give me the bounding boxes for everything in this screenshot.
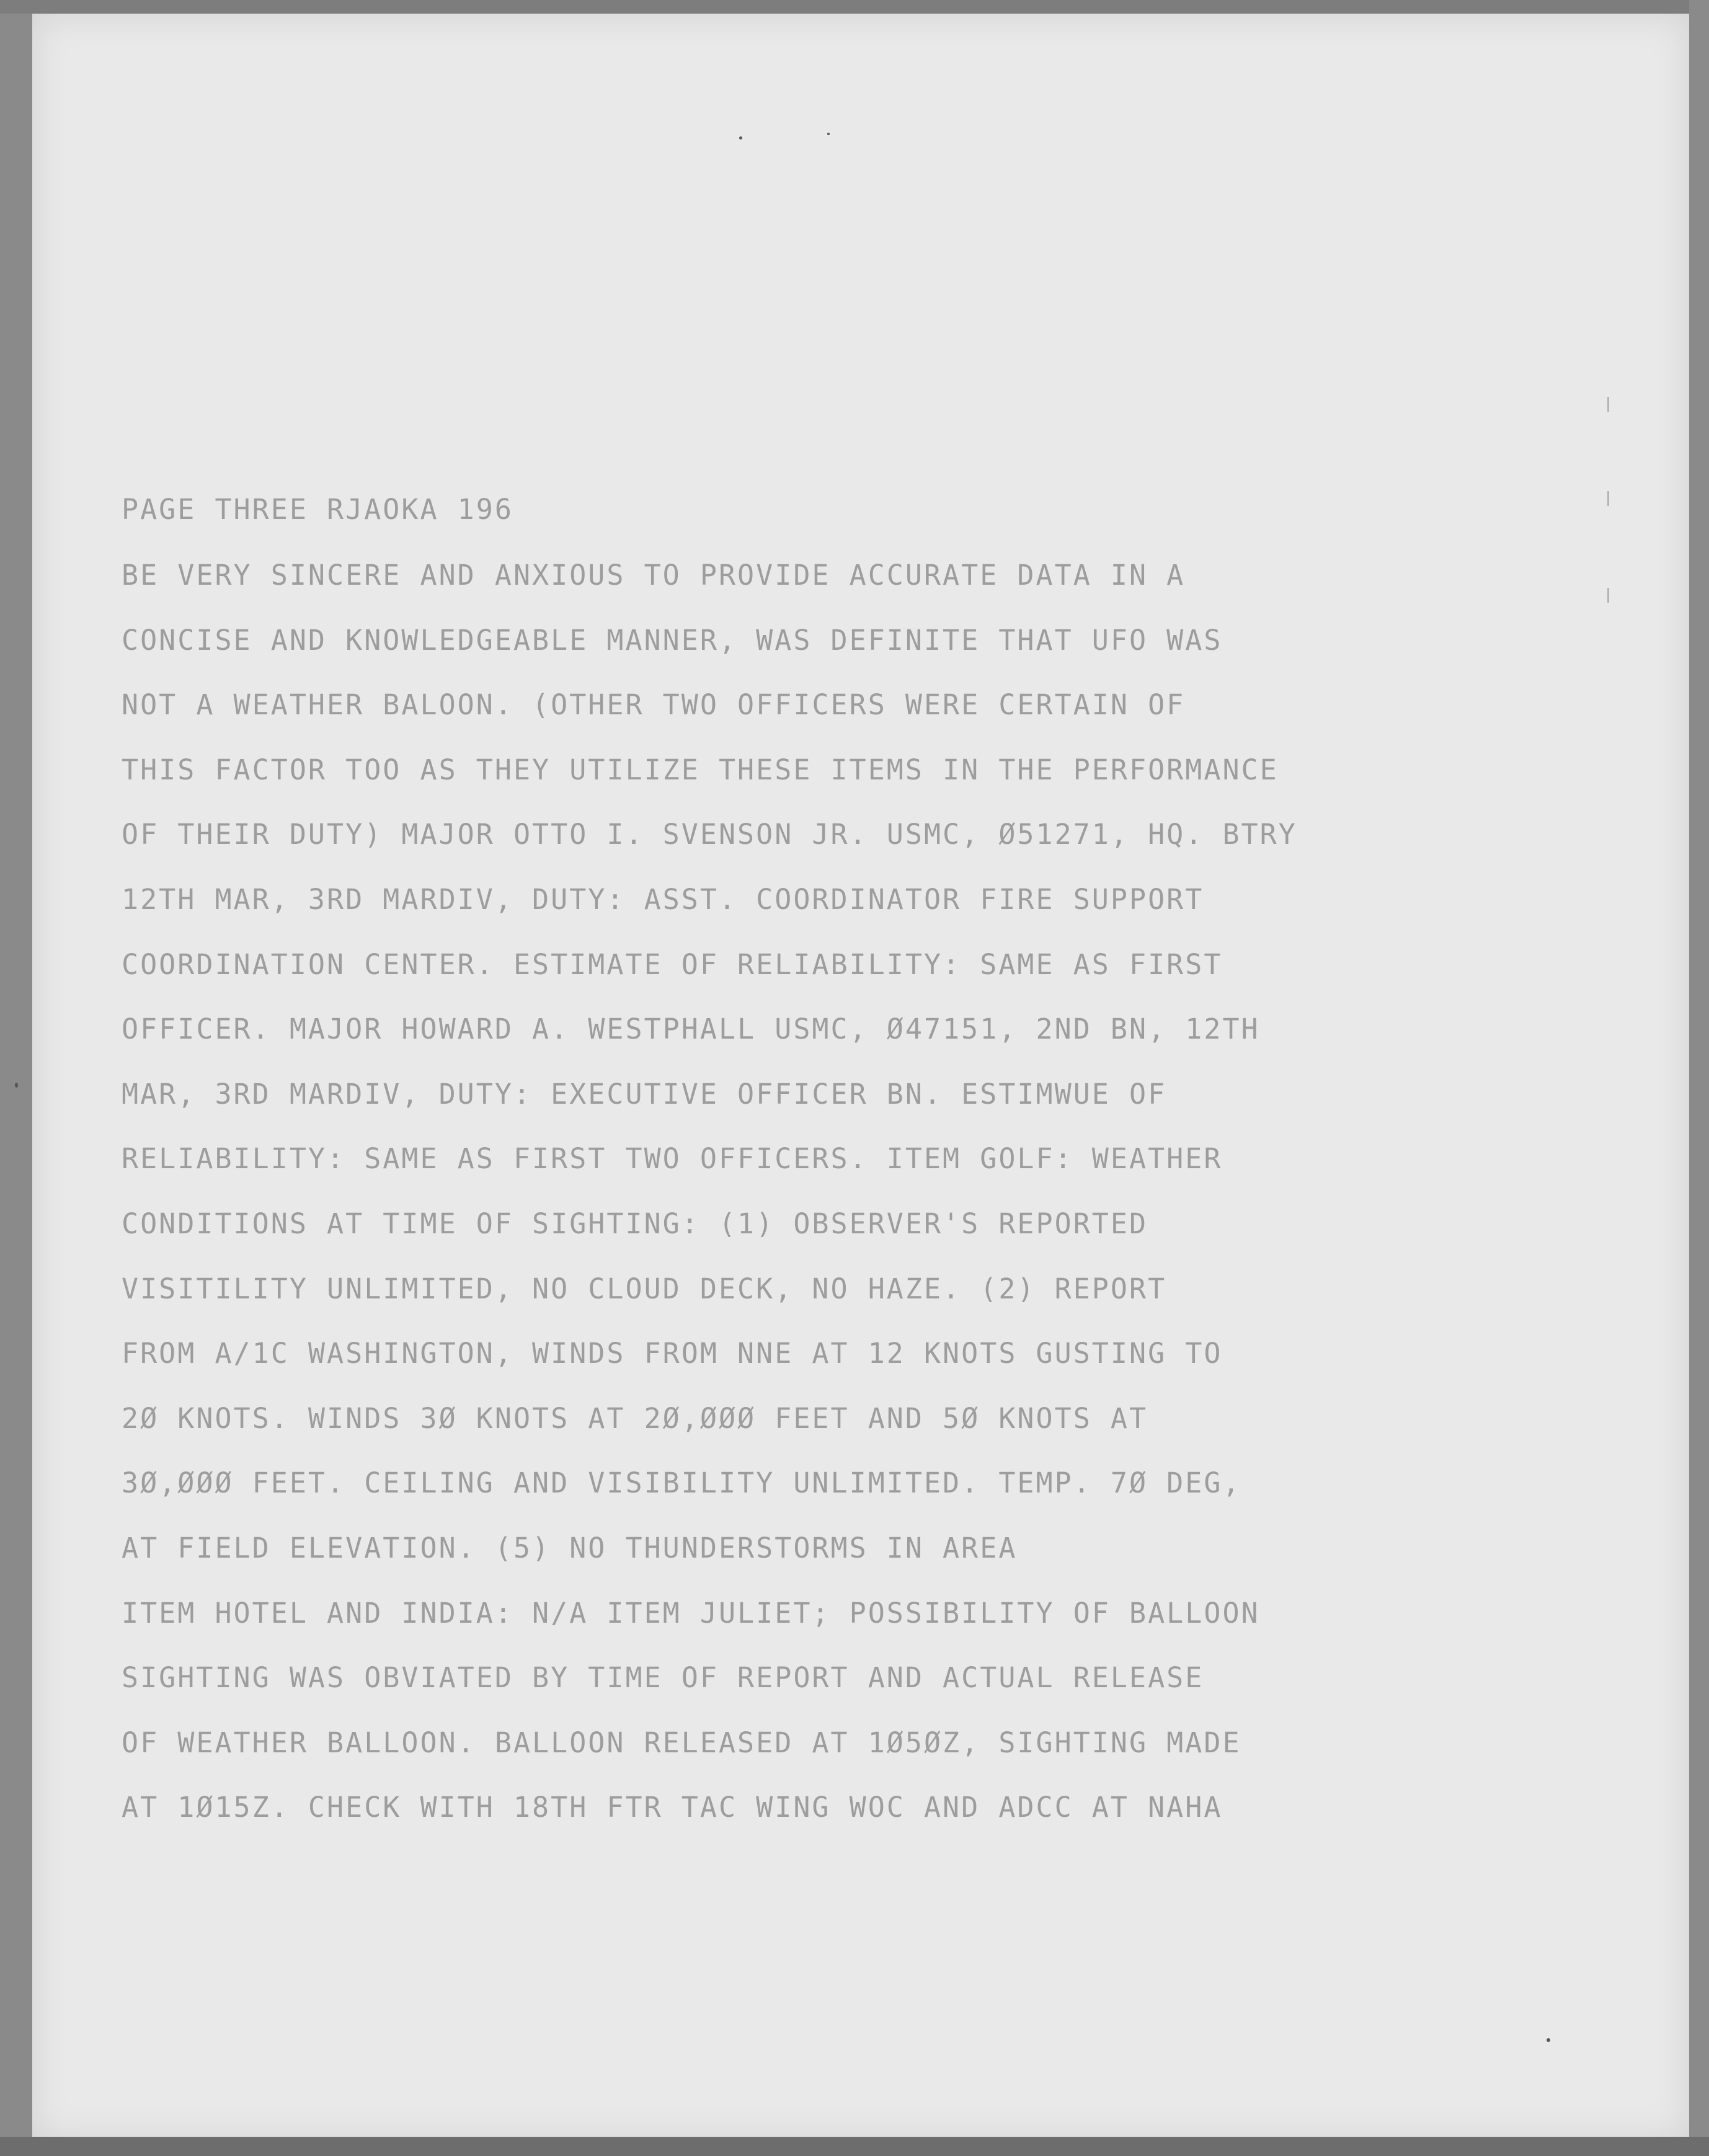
text-line: RELIABILITY: SAME AS FIRST TWO OFFICERS. ITEM GOLF: WEATHER <box>122 1142 1223 1176</box>
text-line: NOT A WEATHER BALOON. (OTHER TWO OFFICERS WERE CERTAIN OF <box>122 688 1186 722</box>
film-speck <box>15 1083 18 1088</box>
text-line: CONCISE AND KNOWLEDGEABLE MANNER, WAS DEFINITE THAT UFO WAS <box>122 623 1223 657</box>
text-line: COORDINATION CENTER. ESTIMATE OF RELIABILITY: SAME AS FIRST <box>122 947 1223 981</box>
film-speck <box>739 136 742 140</box>
film-border-bottom <box>0 2137 1709 2156</box>
text-line: AT 1Ø15Z. CHECK WITH 18TH FTR TAC WING WOC AND ADCC AT NAHA <box>122 1791 1223 1824</box>
page-header: PAGE THREE RJAOKA 196 <box>122 493 513 526</box>
text-line: SIGHTING WAS OBVIATED BY TIME OF REPORT AND ACTUAL RELEASE <box>122 1661 1204 1695</box>
film-border-top <box>0 0 1709 14</box>
text-line: MAR, 3RD MARDIV, DUTY: EXECUTIVE OFFICER BN. ESTIMWUE OF <box>122 1077 1167 1111</box>
film-speck <box>827 133 830 135</box>
film-border-right <box>1689 0 1709 2156</box>
text-line: VISITILITY UNLIMITED, NO CLOUD DECK, NO HAZE. (2) REPORT <box>122 1272 1167 1305</box>
text-line: ITEM HOTEL AND INDIA: N/A ITEM JULIET; POSSIBILITY OF BALLOON <box>122 1596 1260 1630</box>
margin-mark <box>1607 397 1609 412</box>
text-line: BE VERY SINCERE AND ANXIOUS TO PROVIDE ACCURATE DATA IN A <box>122 559 1186 592</box>
text-line: FROM A/1C WASHINGTON, WINDS FROM NNE AT 12 KNOTS GUSTING TO <box>122 1337 1223 1370</box>
teletype-text <box>122 485 1622 1848</box>
text-line: THIS FACTOR TOO AS THEY UTILIZE THESE ITEMS IN THE PERFORMANCE <box>122 753 1279 786</box>
text-line: CONDITIONS AT TIME OF SIGHTING: (1) OBSERVER'S REPORTED <box>122 1207 1148 1240</box>
film-speck <box>1547 2038 1550 2042</box>
text-line: AT FIELD ELEVATION. (5) NO THUNDERSTORMS IN AREA <box>122 1531 1018 1564</box>
text-line: 12TH MAR, 3RD MARDIV, DUTY: ASST. COORDINATOR FIRE SUPPORT <box>122 882 1204 916</box>
text-line: 2Ø KNOTS. WINDS 3Ø KNOTS AT 2Ø,ØØØ FEET AND 5Ø KNOTS AT <box>122 1401 1148 1435</box>
text-line: OF WEATHER BALLOON. BALLOON RELEASED AT 1Ø5ØZ, SIGHTING MADE <box>122 1726 1241 1759</box>
text-line: OF THEIR DUTY) MAJOR OTTO I. SVENSON JR. USMC, Ø51271, HQ. BTRY <box>122 818 1297 851</box>
text-line: OFFICER. MAJOR HOWARD A. WESTPHALL USMC, Ø47151, 2ND BN, 12TH <box>122 1013 1260 1046</box>
text-line: 3Ø,ØØØ FEET. CEILING AND VISIBILITY UNLIMITED. TEMP. 7Ø DEG, <box>122 1466 1241 1500</box>
